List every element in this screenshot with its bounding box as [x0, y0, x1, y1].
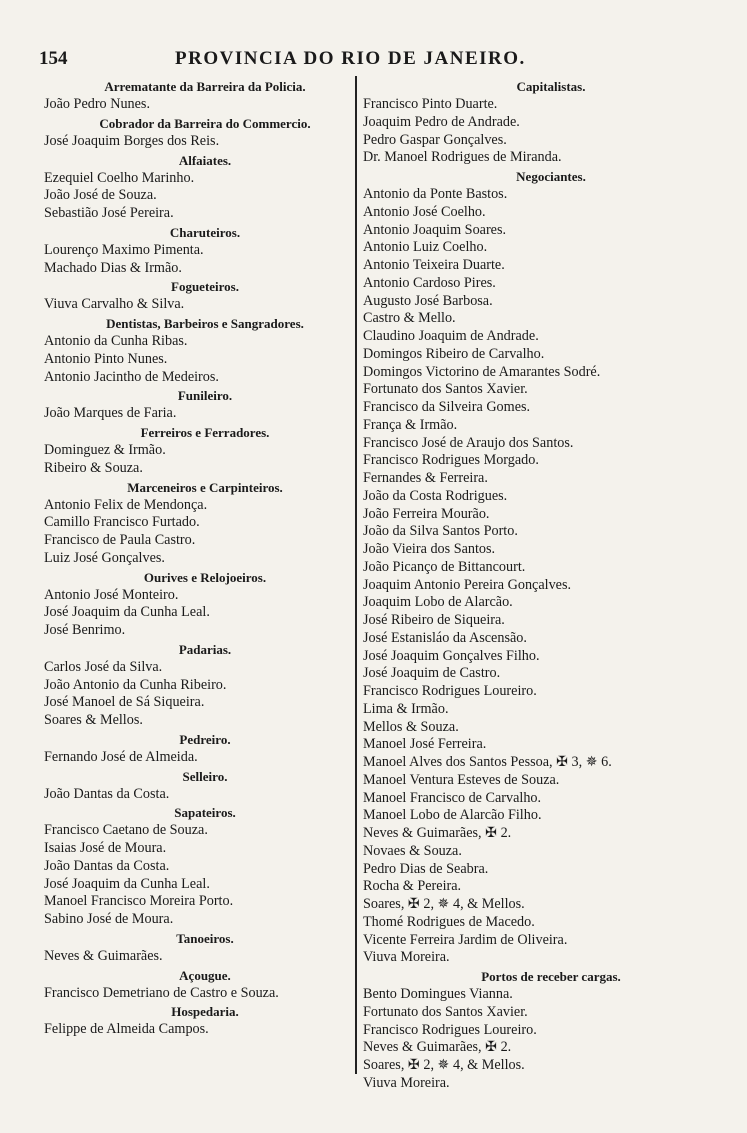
- section-title-tanoeiros: Tanoeiros.: [176, 930, 234, 946]
- directory-entry: Francisco Rodrigues Morgado.: [363, 452, 539, 469]
- directory-entry: Augusto José Barbosa.: [363, 292, 493, 309]
- directory-entry: Lourenço Maximo Pimenta.: [44, 241, 204, 258]
- directory-entry: João da Silva Santos Porto.: [363, 523, 518, 540]
- directory-entry: João da Costa Rodrigues.: [363, 487, 508, 504]
- directory-entry: Pedro Dias de Seabra.: [363, 860, 489, 877]
- directory-entry: Joaquim Pedro de Andrade.: [363, 113, 520, 130]
- directory-entry: Joaquim Antonio Pereira Gonçalves.: [363, 576, 572, 593]
- directory-entry: Fortunato dos Santos Xavier.: [363, 381, 528, 398]
- directory-entry: Antonio Teixeira Duarte.: [363, 257, 505, 273]
- section-title-ourives-e-relojoeiros: Ourives e Relojoeiros.: [143, 569, 267, 585]
- directory-entry: Castro & Mello.: [363, 310, 456, 327]
- directory-entry: João Dantas da Costa.: [44, 857, 170, 874]
- directory-entry: Carlos José da Silva.: [44, 658, 163, 675]
- directory-entry: Manoel Ventura Esteves de Souza.: [363, 771, 560, 788]
- section-title-cobrador-da-barreira-do-commercio: Cobrador da Barreira do Commercio.: [99, 115, 311, 131]
- directory-entry: José Joaquim de Castro.: [363, 665, 501, 682]
- section-title-capitalistas: Capitalistas.: [516, 79, 586, 94]
- section-title-selleiro: Selleiro.: [182, 768, 228, 784]
- directory-entry: Fernandes & Ferreira.: [363, 470, 488, 486]
- directory-entry: Antonio da Cunha Ribas.: [44, 333, 188, 349]
- directory-entry: Francisco da Silveira Gomes.: [363, 399, 531, 415]
- directory-entry: José Benrimo.: [44, 622, 126, 638]
- directory-entry: João Antonio da Cunha Ribeiro.: [44, 676, 227, 693]
- directory-entry: Lima & Irmão.: [363, 700, 449, 717]
- directory-entry: Mellos & Souza.: [363, 718, 459, 735]
- directory-entry: Francisco Pinto Duarte.: [363, 96, 498, 112]
- section-title-fogueteiros: Fogueteiros.: [171, 279, 239, 295]
- directory-entry: José Ribeiro de Siqueira.: [363, 612, 505, 628]
- directory-entry: Fernando José de Almeida.: [44, 748, 198, 765]
- directory-entry: Domingos Ribeiro de Carvalho.: [363, 345, 545, 362]
- directory-entry: Francisco Rodrigues Loureiro.: [363, 683, 537, 699]
- section-title-ferreiros-e-ferradores: Ferreiros e Ferradores.: [140, 425, 270, 440]
- directory-entry: Antonio Jacintho de Medeiros.: [44, 368, 219, 385]
- directory-entry: Francisco de Paula Castro.: [44, 532, 196, 548]
- directory-entry: Antonio da Ponte Bastos.: [363, 186, 508, 202]
- section-title-hospedaria: Hospedaria.: [171, 1004, 239, 1020]
- directory-entry: Manoel José Ferreira.: [363, 736, 487, 753]
- directory-entry: Antonio Pinto Nunes.: [44, 350, 168, 367]
- directory-entry: Antonio Cardoso Pires.: [363, 274, 496, 291]
- section-title-negociantes: Negociantes.: [516, 169, 586, 184]
- directory-entry: Novaes & Souza.: [363, 842, 462, 859]
- left-column: [36, 77, 354, 1039]
- section-title-charuteiros: Charuteiros.: [169, 224, 241, 240]
- directory-entry: Francisco José de Araujo dos Santos.: [363, 434, 574, 451]
- directory-entry: Isaias José de Moura.: [44, 840, 167, 856]
- directory-entry: Manoel Francisco de Carvalho.: [363, 789, 542, 806]
- directory-entry: José Joaquim da Cunha Leal.: [44, 875, 210, 892]
- directory-entry: Antonio Luiz Coelho.: [363, 239, 488, 256]
- directory-entry: Antonio José Coelho.: [363, 203, 486, 220]
- directory-entry: Manoel Francisco Moreira Porto.: [44, 893, 234, 910]
- directory-entry: Vicente Ferreira Jardim de Oliveira.: [363, 931, 568, 948]
- directory-entry: Francisco Caetano de Souza.: [44, 822, 208, 839]
- directory-entry: Francisco Rodrigues Loureiro.: [363, 1021, 537, 1038]
- directory-entry: João Pedro Nunes.: [44, 96, 150, 112]
- section-title-alfaiates: Alfaiates.: [178, 152, 232, 168]
- directory-entry: Soares, ✠ 2, ✵ 4, & Mellos.: [363, 1057, 525, 1073]
- column-divider: [355, 76, 357, 1074]
- section-title-funileiro: Funileiro.: [177, 388, 233, 404]
- section-title-sapateiros: Sapateiros.: [174, 805, 236, 821]
- directory-entry: João Vieira dos Santos.: [363, 541, 496, 557]
- directory-entry: Neves & Guimarães, ✠ 2.: [363, 825, 512, 841]
- section-title-arrematante-da-barreira-da-policia: Arrematante da Barreira da Policia.: [104, 79, 306, 94]
- directory-entry: Viuva Carvalho & Silva.: [44, 296, 185, 313]
- directory-entry: Sabino José de Moura.: [44, 911, 174, 927]
- directory-entry: França & Irmão.: [363, 416, 458, 433]
- directory-entry: Bento Domingues Vianna.: [363, 986, 513, 1002]
- directory-entry: Neves & Guimarães, ✠ 2.: [363, 1039, 512, 1056]
- directory-entry: Soares, ✠ 2, ✵ 4, & Mellos.: [363, 896, 525, 912]
- directory-entry: Manoel Alves dos Santos Pessoa, ✠ 3, ✵ 6.: [363, 754, 612, 770]
- page-title: PROVINCIA DO RIO DE JANEIRO.: [175, 48, 526, 69]
- directory-entry: Thomé Rodrigues de Macedo.: [363, 913, 535, 930]
- directory-entry: Sebastião José Pereira.: [44, 205, 174, 221]
- section-title-portos-de-receber-cargas: Portos de receber cargas.: [481, 969, 621, 984]
- directory-entry: João Marques de Faria.: [44, 405, 177, 422]
- directory-entry: Machado Dias & Irmão.: [44, 259, 182, 276]
- directory-entry: Dr. Manoel Rodrigues de Miranda.: [363, 149, 562, 166]
- directory-entry: Luiz José Gonçalves.: [44, 549, 165, 566]
- directory-entry: João Ferreira Mourão.: [363, 505, 490, 522]
- directory-entry: Neves & Guimarães.: [44, 947, 163, 964]
- directory-entry: Francisco Demetriano de Castro e Souza.: [44, 984, 279, 1001]
- directory-entry: Rocha & Pereira.: [363, 878, 462, 895]
- directory-entry: Viuva Moreira.: [363, 949, 450, 966]
- directory-entry: Pedro Gaspar Gonçalves.: [363, 131, 507, 148]
- page-number: 154: [39, 48, 68, 69]
- directory-entry: Antonio Joaquim Soares.: [363, 221, 507, 238]
- directory-entry: Ezequiel Coelho Marinho.: [44, 169, 195, 186]
- section-title-marceneiros-e-carpinteiros: Marceneiros e Carpinteiros.: [127, 479, 283, 495]
- directory-entry: Camillo Francisco Furtado.: [44, 514, 200, 531]
- section-title-dentistas-barbeiros-e-sangradores: Dentistas, Barbeiros e Sangradores.: [106, 316, 304, 331]
- directory-entry: José Manoel de Sá Siqueira.: [44, 694, 205, 711]
- page-header: [35, 44, 735, 74]
- directory-entry: João Picanço de Bittancourt.: [363, 558, 526, 575]
- directory-entry: José Joaquim da Cunha Leal.: [44, 604, 210, 621]
- section-title-padarias: Padarias.: [178, 641, 232, 657]
- directory-entry: José Estanisláo da Ascensão.: [363, 629, 527, 646]
- directory-entry: Claudino Joaquim de Andrade.: [363, 328, 539, 344]
- directory-entry: João José de Souza.: [44, 187, 157, 204]
- right-column: [361, 77, 731, 1093]
- directory-entry: João Dantas da Costa.: [44, 785, 170, 802]
- directory-entry: Joaquim Lobo de Alarcão.: [363, 594, 513, 611]
- section-title-acougue: Açougue.: [179, 967, 231, 983]
- directory-entry: Felippe de Almeida Campos.: [44, 1021, 209, 1038]
- directory-entry: Antonio José Monteiro.: [44, 586, 179, 603]
- directory-entry: Viuva Moreira.: [363, 1074, 450, 1091]
- directory-entry: Soares & Mellos.: [44, 712, 143, 728]
- directory-entry: Antonio Felix de Mendonça.: [44, 496, 208, 513]
- directory-entry: Domingos Victorino de Amarantes Sodré.: [363, 363, 601, 380]
- directory-entry: Fortunato dos Santos Xavier.: [363, 1003, 528, 1020]
- directory-entry: Ribeiro & Souza.: [44, 459, 143, 476]
- directory-entry: Manoel Lobo de Alarcão Filho.: [363, 807, 542, 824]
- section-title-pedreiro: Pedreiro.: [179, 731, 231, 747]
- directory-entry: Dominguez & Irmão.: [44, 442, 166, 458]
- directory-entry: José Joaquim Borges dos Reis.: [44, 132, 220, 149]
- directory-entry: José Joaquim Gonçalves Filho.: [363, 647, 540, 664]
